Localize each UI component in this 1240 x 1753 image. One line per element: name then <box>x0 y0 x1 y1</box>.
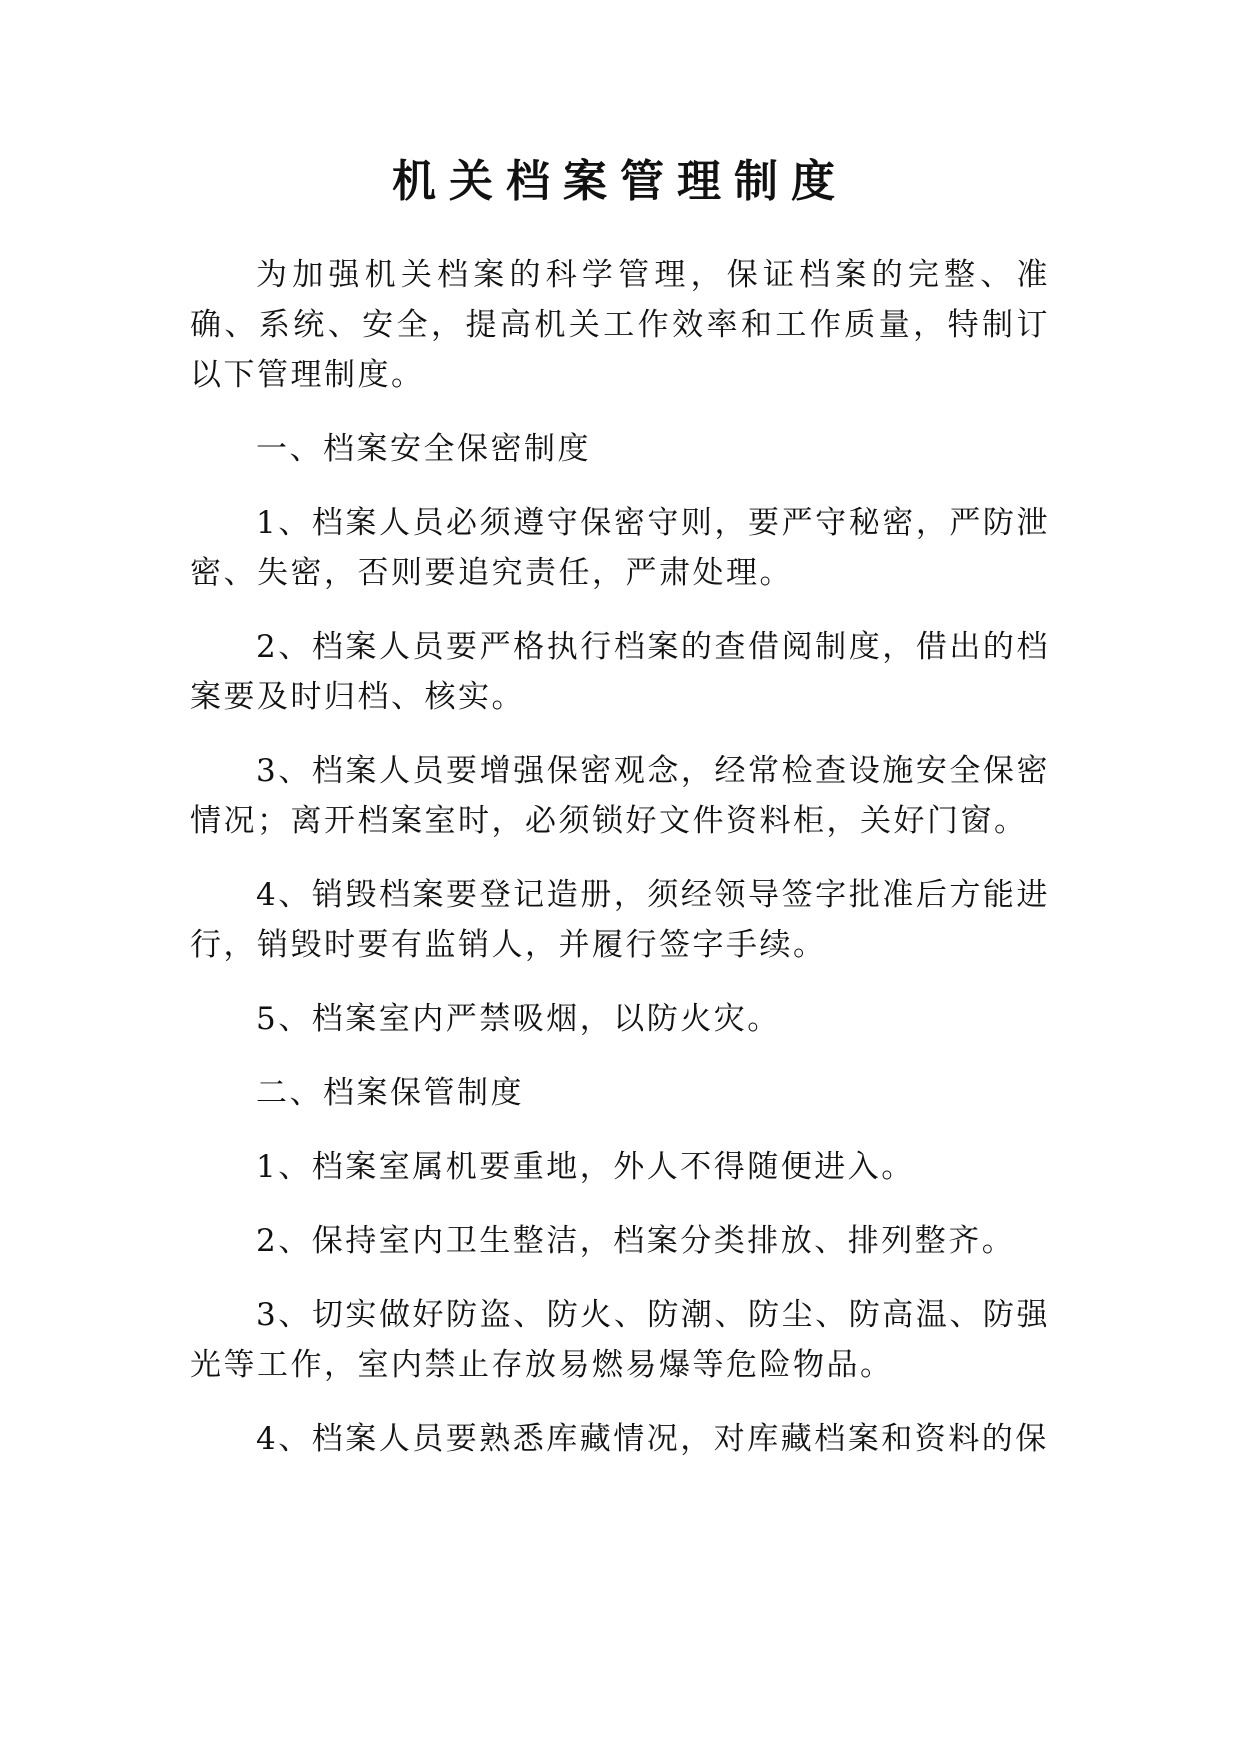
section-heading-custody: 二、档案保管制度 <box>256 1075 524 1111</box>
security-rule-5: 5、档案室内严禁吸烟，以防火灾。 <box>256 1001 781 1037</box>
document-title: 机关档案管理制度 <box>392 156 848 207</box>
security-rule-3: 3、档案人员要增强保密观念，经常检查设施安全保密情况；离开档案室时，必须锁好文件资料柜，关好门窗。 <box>190 753 1050 839</box>
custody-rule-4: 4、档案人员要熟悉库藏情况，对库藏档案和资料的保 <box>256 1421 1049 1457</box>
document-body <box>190 250 1050 1488</box>
security-rule-4: 4、销毁档案要登记造册，须经领导签字批准后方能进行，销毁时要有监销人，并履行签字手续。 <box>190 877 1050 963</box>
security-rule-2: 2、档案人员要严格执行档案的查借阅制度，借出的档案要及时归档、核实。 <box>190 629 1050 715</box>
security-rule-1: 1、档案人员必须遵守保密守则，要严守秘密，严防泄密、失密，否则要追究责任，严肃处理。 <box>190 505 1050 591</box>
custody-rule-3: 3、切实做好防盗、防火、防潮、防尘、防高温、防强光等工作，室内禁止存放易燃易爆等危险物品。 <box>190 1297 1050 1383</box>
custody-rule-1: 1、档案室属机要重地，外人不得随便进入。 <box>256 1149 915 1185</box>
custody-rule-2: 2、保持室内卫生整洁，档案分类排放、排列整齐。 <box>256 1223 1016 1259</box>
intro-paragraph: 为加强机关档案的科学管理，保证档案的完整、准确、系统、安全，提高机关工作效率和工作质量，特制订以下管理制度。 <box>190 257 1050 393</box>
section-heading-security: 一、档案安全保密制度 <box>256 431 591 467</box>
